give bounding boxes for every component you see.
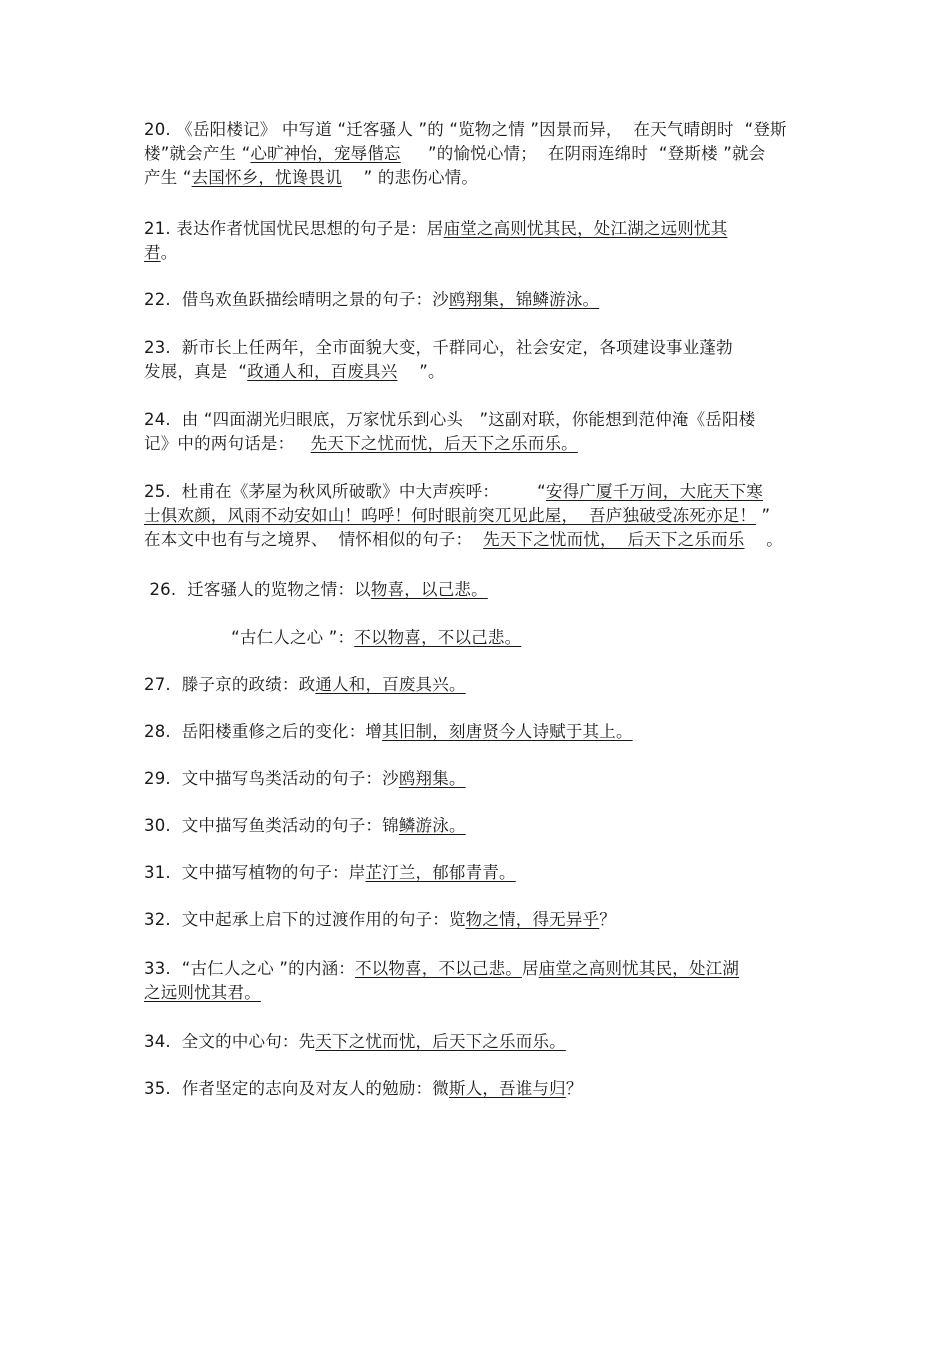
question-text: 25. 杜甫在《茅屋为秋风所破歌》中大声疾呼： “	[144, 482, 546, 501]
question-text: 26. 迁客骚人的览物之情：以	[144, 580, 371, 599]
question-text: 30. 文中描写鱼类活动的句子：锦	[144, 816, 399, 835]
text-line	[144, 578, 810, 602]
answer-text: 庙堂之高则忧其民，处江湖	[538, 959, 740, 978]
question-text: “古仁人之心 ”：	[144, 628, 355, 647]
question-text: 27. 滕子京的政绩：政	[144, 675, 316, 694]
text-line	[144, 504, 810, 528]
question-text: 。	[160, 243, 178, 262]
answer-text: 心旷神怡，宠辱偕忘	[250, 144, 401, 163]
answer-text: 士俱欢颜，风雨不动安如山！呜呼！何时眼前突兀见此屋， 吾庐独破受冻死亦足！	[144, 506, 757, 525]
answer-text: 斯人，吾谁与归	[448, 1079, 566, 1098]
question-text: ？	[599, 910, 616, 929]
answer-text: 先天下之忧而忧，后天下之乐而乐。	[310, 434, 578, 453]
answer-text: 物喜，以己悲。	[370, 580, 488, 599]
text-line	[144, 336, 810, 360]
question-26-b	[144, 626, 810, 650]
question-24	[144, 408, 810, 456]
question-text: 31. 文中描写植物的句子：岸	[144, 863, 366, 882]
question-31	[144, 861, 810, 885]
question-34	[144, 1030, 810, 1054]
answer-text: 安得广厦千万间，大庇天下寒	[545, 482, 764, 501]
question-30	[144, 814, 810, 838]
question-text: 24. 由 “四面湖光归眼底，万家忧乐到心头 ”这副对联，你能想到范仲淹《岳阳楼	[144, 410, 756, 429]
question-text: 29. 文中描写鸟类活动的句子：沙	[144, 769, 399, 788]
question-text: 23. 新市长上任两年，全市面貌大变，千群同心，社会安定，各项建设事业蓬勃	[144, 338, 733, 357]
question-text: 楼”就会产生 “	[144, 144, 251, 163]
question-text: 32. 文中起承上启下的过渡作用的句子：览	[144, 910, 466, 929]
question-text: 34. 全文的中心句：先	[144, 1032, 316, 1051]
question-text: 产生 “	[144, 168, 192, 187]
answer-text: 之远则忧其君。	[144, 983, 261, 1002]
question-35	[144, 1077, 810, 1101]
text-line	[144, 1077, 810, 1101]
text-line	[144, 480, 810, 504]
answer-text: 庙堂之高则忧其民，处江湖之远则忧其	[443, 219, 728, 238]
question-text: 记》中的两句话是：	[144, 434, 311, 453]
question-26	[144, 578, 810, 602]
question-28	[144, 720, 810, 744]
text-line	[144, 814, 810, 838]
text-line	[144, 1030, 810, 1054]
text-line	[144, 767, 810, 791]
answer-text: 政通人和，百废具兴	[247, 362, 398, 381]
question-33	[144, 957, 810, 1005]
question-text: ？	[565, 1079, 583, 1098]
question-text: 发展，真是 “	[144, 362, 248, 381]
question-25	[144, 480, 810, 552]
text-line	[144, 528, 810, 552]
question-text: 22. 借鸟欢鱼跃描绘晴明之景的句子：沙	[144, 290, 449, 309]
question-text: 居	[521, 959, 539, 978]
text-line	[144, 673, 810, 697]
text-line	[144, 981, 810, 1005]
question-text: 20. 《岳阳楼记》 中写道 “迁客骚人 ”的 “览物之情 ”因景而异， 在天气晴朗时 “登斯	[144, 120, 787, 139]
question-22	[144, 288, 810, 312]
text-line	[144, 288, 810, 312]
answer-text: 芷汀兰，郁郁青青。	[365, 863, 516, 882]
text-line	[144, 861, 810, 885]
text-line	[144, 142, 810, 166]
answer-text: 鳞游泳。	[398, 816, 466, 835]
answer-text: 去国怀乡，忧谗畏讥	[191, 168, 342, 187]
text-line	[144, 166, 810, 190]
question-21	[144, 217, 810, 265]
text-line	[144, 908, 810, 932]
question-32	[144, 908, 810, 932]
text-line	[144, 241, 810, 265]
answer-text: 通人和，百废具兴。	[315, 675, 466, 694]
question-text: ” 的悲伤心情。	[341, 168, 479, 187]
answer-text: 鸥翔集。	[398, 769, 466, 788]
question-text: ”	[756, 506, 771, 525]
question-29	[144, 767, 810, 791]
question-text: 在本文中也有与之境界、 情怀相似的句子：	[144, 530, 484, 549]
question-text: 33. “古仁人之心 ”的内涵：	[144, 959, 355, 978]
text-line	[144, 360, 810, 384]
answer-text: 物之情，得无异乎	[465, 910, 600, 929]
text-line	[144, 408, 810, 432]
question-27	[144, 673, 810, 697]
answer-text: 其旧制，刻唐贤今人诗赋于其上。	[382, 722, 633, 741]
question-text: ”。	[397, 362, 445, 381]
answer-text: 鸥翔集，锦鳞游泳。	[448, 290, 600, 309]
answer-text: 君	[144, 243, 161, 262]
answer-text: 不以物喜，不以己悲。	[354, 628, 522, 647]
question-text: 21. 表达作者忧国忧民思想的句子是：居	[144, 219, 444, 238]
text-line	[144, 432, 810, 456]
text-line	[144, 626, 810, 650]
answer-text: 天下之忧而忧，后天下之乐而乐。	[315, 1032, 566, 1051]
text-line	[144, 118, 810, 142]
question-20	[144, 118, 810, 190]
question-text: 28. 岳阳楼重修之后的变化：增	[144, 722, 383, 741]
answer-text: 不以物喜，不以己悲。	[354, 959, 522, 978]
question-text: 35. 作者坚定的志向及对友人的勉励：微	[144, 1079, 449, 1098]
question-23	[144, 336, 810, 384]
text-line	[144, 217, 810, 241]
text-line	[144, 720, 810, 744]
question-text: 。	[744, 530, 783, 549]
question-text: ”的愉悦心情； 在阴雨连绵时 “登斯楼 ”就会	[400, 144, 766, 163]
text-line	[144, 957, 810, 981]
answer-text: 先天下之忧而忧， 后天下之乐而乐	[483, 530, 745, 549]
